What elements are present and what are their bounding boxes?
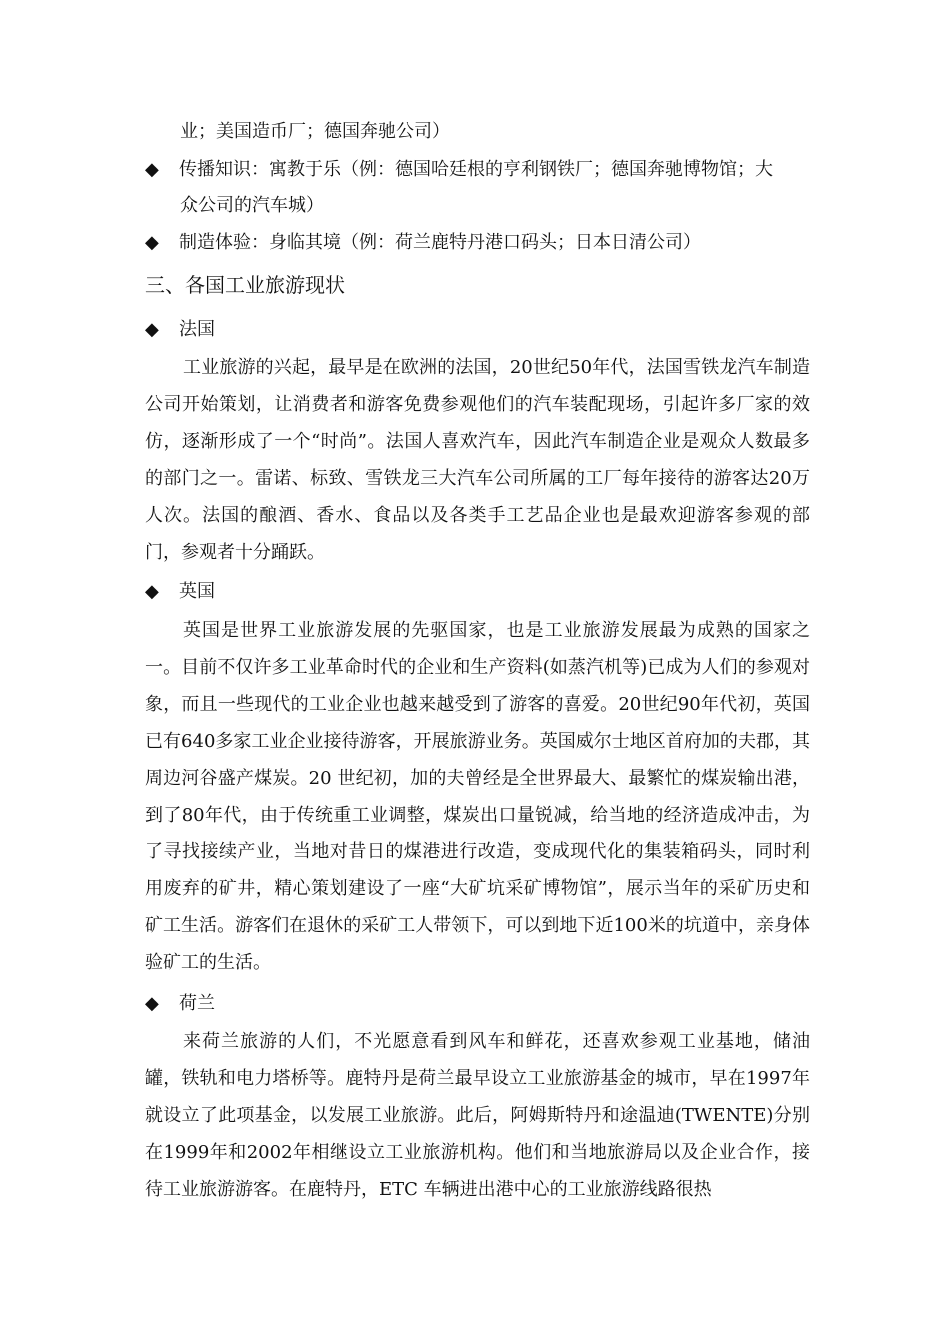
continuation-line: 业；美国造币厂；德国奔驰公司） bbox=[180, 121, 450, 142]
paragraph-uk: 英国是世界工业旅游发展的先驱国家，也是工业旅游发展最为成熟的国家之一。目前不仅许多工业革命时代的企业和生产资料(如蒸汽机等)已成为人们的参观对象，而且一些现代的工业企业也越来越受到了游客的喜爱。20世纪90年代初，英国已有640多家工业企业接待游客，开展旅游业务。英国威尔士地区首府加的夫郡，其周边河谷盛产煤炭。20 世纪初，加的夫曾经是全世界最大、最繁忙的煤炭输出港，到了80年代，由于传统重工业调整，煤炭出口量锐减，给当地的经济造成冲击，为了寻找接续产业，当地对昔日的煤港进行改造，变成现代化的集装箱码头，同时利用废弃的矿井，精心策划建设了一座“大矿坑采矿博物馆”，展示当年的采矿历史和矿工生活。游客们在退休的采矿工人带领下，可以到地下近100米的坑道中，亲身体验矿工的生活。 bbox=[145, 620, 810, 974]
diamond-bullet-icon: ◆ bbox=[145, 993, 159, 1014]
diamond-bullet-icon: ◆ bbox=[145, 232, 159, 253]
bullet-continuation-line: 众公司的汽车城） bbox=[180, 195, 324, 216]
country-heading-france bbox=[145, 312, 810, 348]
country-name: 法国 bbox=[179, 319, 215, 340]
diamond-bullet-icon: ◆ bbox=[145, 319, 159, 340]
country-name: 荷兰 bbox=[179, 993, 215, 1014]
diamond-bullet-icon: ◆ bbox=[145, 159, 159, 180]
bullet-text: 传播知识：寓教于乐（例：德国哈廷根的亨利钢铁厂；德国奔驰博物馆；大 bbox=[179, 159, 773, 180]
diamond-bullet-icon: ◆ bbox=[145, 581, 159, 602]
bullet-text: 制造体验：身临其境（例：荷兰鹿特丹港口码头；日本日清公司） bbox=[179, 232, 701, 253]
bullet-item-manufacturing-experience bbox=[145, 225, 810, 261]
country-heading-netherlands bbox=[145, 986, 810, 1022]
paragraph-france: 工业旅游的兴起，最早是在欧洲的法国，20世纪50年代，法国雪铁龙汽车制造公司开始策划，让消费者和游客免费参观他们的汽车装配现场，引起许多厂家的效仿，逐渐形成了一个“时尚”。法国人喜欢汽车，因此汽车制造企业是观众人数最多的部门之一。雷诺、标致、雪铁龙三大汽车公司所属的工厂每年接待的游客达20万人次。法国的酿酒、香水、食品以及各类手工艺品企业也是最欢迎游客参观的部门，参观者十分踊跃。 bbox=[145, 357, 810, 563]
country-heading-uk bbox=[145, 574, 810, 610]
country-name: 英国 bbox=[179, 581, 215, 602]
paragraph-netherlands: 来荷兰旅游的人们，不光愿意看到风车和鲜花，还喜欢参观工业基地，储油罐，铁轨和电力塔桥等。鹿特丹是荷兰最早设立工业旅游基金的城市，早在1997年就设立了此项基金，以发展工业旅游。此后，阿姆斯特丹和途温迪(TWENTE)分别在1999年和2002年相继设立工业旅游机构。他们和当地旅游局以及企业合作，接待工业旅游游客。在鹿特丹，ETC 车辆进出港中心的工业旅游线路很热 bbox=[145, 1031, 810, 1200]
section-heading: 三、各国工业旅游现状 bbox=[145, 273, 345, 297]
bullet-item-spread-knowledge bbox=[145, 152, 810, 188]
